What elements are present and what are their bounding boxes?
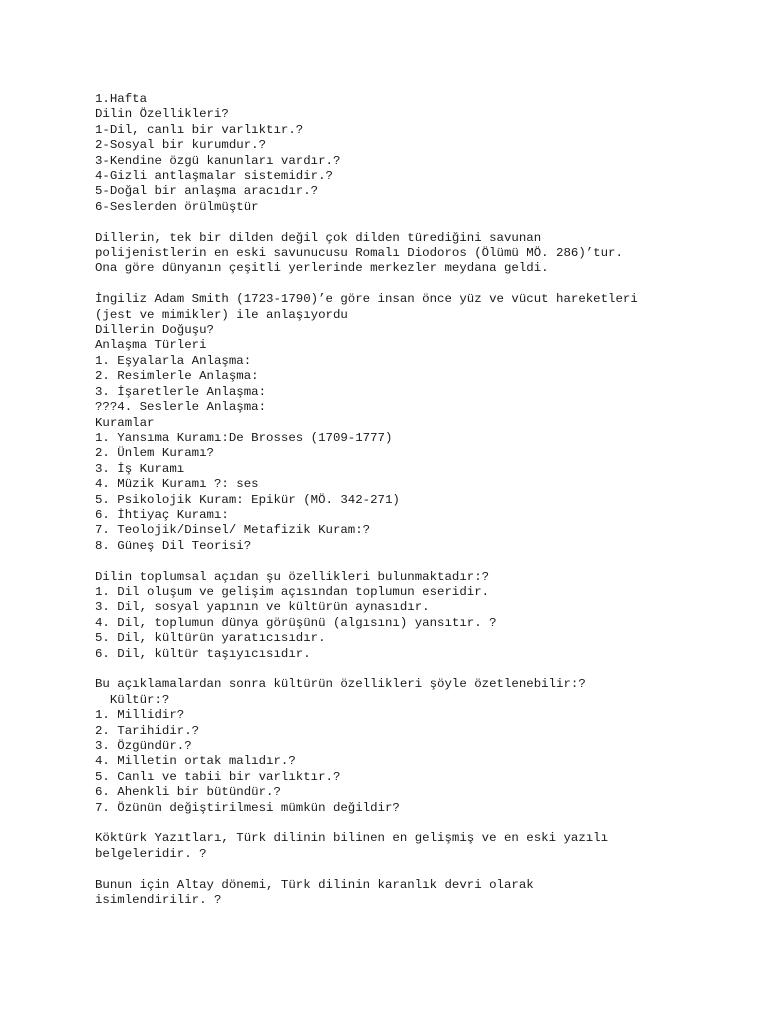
text-line: isimlendirilir. ?	[95, 893, 222, 908]
text-line: 3. Dil, sosyal yapının ve kültürün aynasıdır.	[95, 600, 430, 615]
text-line: 2-Sosyal bir kurumdur.?	[95, 138, 267, 153]
text-line: (jest ve mimikler) ile anlaşıyordu	[95, 307, 348, 322]
text-line: Dilin toplumsal açıdan şu özellikleri bulunmaktadır:?	[95, 569, 490, 584]
text-line: Anlaşma Türleri	[95, 338, 207, 353]
text-line: 3-Kendine özgü kanunları vardır.?	[95, 153, 341, 168]
text-line: 4-Gizli antlaşmalar sistemidir.?	[95, 169, 333, 184]
text-line: 2. Ünlem Kuramı?	[95, 446, 214, 461]
text-line: 5. Psikolojik Kuram: Epikür (MÖ. 342-271)	[95, 492, 400, 507]
text-line: 3. Özgündür.?	[95, 739, 192, 753]
text-line: 6. İhtiyaç Kuramı:	[95, 507, 229, 522]
text-line: 5. Dil, kültürün yaratıcısıdır.	[95, 631, 326, 646]
text-line: belgeleridir. ?	[95, 846, 207, 861]
text-line: Kuramlar	[95, 415, 155, 430]
text-line: 1.Hafta	[95, 92, 148, 106]
text-line: Dillerin Doğuşu?	[95, 323, 214, 338]
text-line: 4. Milletin ortak malıdır.?	[95, 754, 296, 769]
text-line: Dilin Özellikleri?	[95, 107, 229, 122]
text-line: 7. Özünün değiştirilmesi mümkün değildir?	[95, 800, 400, 815]
text-line: 4. Dil, toplumun dünya görüşünü (algısını) yansıtır. ?	[95, 615, 497, 630]
text-line: 1. Millidir?	[95, 708, 185, 723]
text-line: 8. Güneş Dil Teorisi?	[95, 538, 252, 553]
text-line: Dillerin, tek bir dilden değil çok dilden türediğini savunan	[95, 230, 542, 245]
text-line: 1. Eşyalarla Anlaşma:	[95, 353, 252, 368]
text-line: 7. Teolojik/Dinsel/ Metafizik Kuram:?	[95, 523, 371, 538]
text-line: Kültür:?	[95, 692, 170, 707]
text-line: İngiliz Adam Smith (1723-1790)’e göre insan önce yüz ve vücut hareketleri	[95, 292, 638, 307]
text-line: Köktürk Yazıtları, Türk dilinin bilinen en gelişmiş ve en eski yazılı	[95, 831, 609, 846]
text-paragraph	[95, 570, 755, 662]
text-line: 2. Resimlerle Anlaşma:	[95, 369, 259, 384]
text-line: 3. İşaretlerle Anlaşma:	[95, 384, 267, 399]
text-paragraph	[95, 231, 755, 277]
text-line: 5. Canlı ve tabii bir varlıktır.?	[95, 769, 341, 784]
text-line: 3. İş Kuramı	[95, 461, 185, 476]
text-line: 2. Tarihidir.?	[95, 723, 200, 738]
text-line: 1. Yansıma Kuramı:De Brosses (1709-1777)	[95, 430, 393, 445]
text-line: 4. Müzik Kuramı ?: ses	[95, 477, 259, 492]
text-line: 5-Doğal bir anlaşma aracıdır.?	[95, 184, 319, 199]
text-line: polijenistlerin en eski savunucusu Romalı Diodoros (Ölümü MÖ. 286)’tur.	[95, 246, 623, 261]
text-line: Ona göre dünyanın çeşitli yerlerinde merkezler meydana geldi.	[95, 261, 549, 276]
text-line: 6-Seslerden örülmüştür	[95, 199, 259, 214]
text-paragraph	[95, 92, 755, 215]
text-paragraph	[95, 831, 755, 862]
document-page	[95, 92, 755, 924]
text-line: 1-Dil, canlı bir varlıktır.?	[95, 122, 304, 137]
text-paragraph	[95, 677, 755, 816]
text-line: 1. Dil oluşum ve gelişim açısından toplumun eseridir.	[95, 584, 490, 599]
text-line: Bunun için Altay dönemi, Türk dilinin karanlık devri olarak	[95, 877, 534, 892]
text-paragraph	[95, 292, 755, 554]
text-paragraph	[95, 878, 755, 909]
text-line: ???4. Seslerle Anlaşma:	[95, 400, 267, 415]
text-line: 6. Ahenkli bir bütündür.?	[95, 785, 281, 800]
text-line: 6. Dil, kültür taşıyıcısıdır.	[95, 646, 311, 661]
text-line: Bu açıklamalardan sonra kültürün özellikleri şöyle özetlenebilir:?	[95, 677, 586, 692]
